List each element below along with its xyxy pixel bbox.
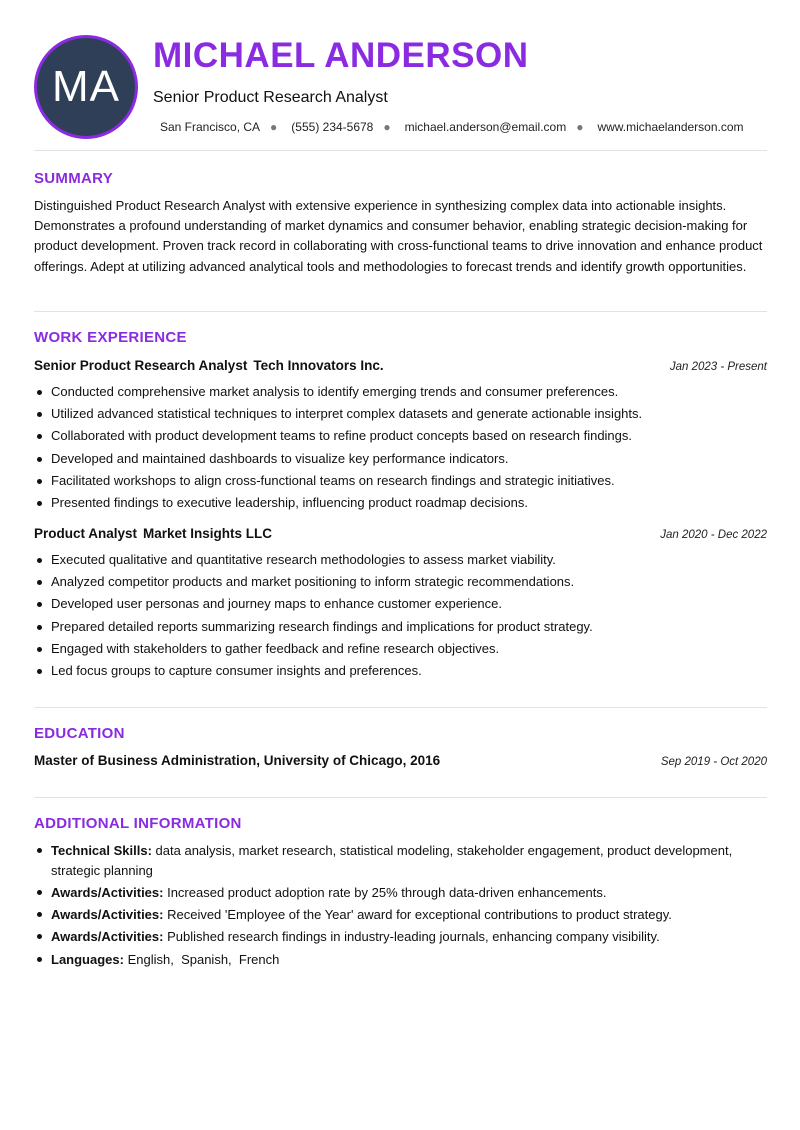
summary-heading: SUMMARY	[34, 170, 114, 187]
list-item: Led focus groups to capture consumer insights and preferences.	[34, 660, 769, 682]
contact-website: www.michaelanderson.com	[597, 120, 744, 134]
contact-line	[160, 120, 744, 134]
job-title-line	[34, 358, 384, 373]
divider	[34, 707, 767, 708]
item-label: Awards/Activities:	[51, 906, 164, 922]
separator-dot-icon: ●	[576, 120, 584, 134]
job-bullets	[34, 381, 769, 514]
list-item: Conducted comprehensive market analysis to identify emerging trends and consumer preferences.	[34, 381, 769, 403]
job-title: Product Analyst	[34, 526, 138, 541]
list-item: Collaborated with product development teams to refine product concepts based on research findings.	[34, 425, 769, 447]
list-item: Facilitated workshops to align cross-functional teams on research findings and strategic initiatives.	[34, 470, 769, 492]
job-header	[34, 526, 767, 541]
list-item	[34, 883, 749, 903]
candidate-name: MICHAEL ANDERSON	[153, 36, 529, 75]
candidate-role: Senior Product Research Analyst	[153, 89, 388, 106]
item-label: Languages:	[51, 952, 124, 967]
job-company: Market Insights LLC	[143, 526, 273, 541]
job-company: Tech Innovators Inc.	[253, 358, 384, 373]
job-title: Senior Product Research Analyst	[34, 358, 248, 373]
list-item	[34, 927, 749, 947]
item-label: Technical Skills:	[51, 843, 152, 858]
item-text: English, Spanish, French	[127, 952, 280, 967]
item-text: Increased product adoption rate by 25% through data-driven enhancements.	[167, 884, 607, 900]
avatar-initials: MA	[52, 62, 120, 111]
item-label: Awards/Activities:	[51, 884, 164, 900]
list-item	[34, 841, 749, 880]
job-title-line	[34, 526, 272, 541]
item-text: Received 'Employee of the Year' award for exceptional contributions to product strategy.	[167, 906, 672, 922]
list-item: Engaged with stakeholders to gather feedback and refine research objectives.	[34, 638, 769, 660]
education-entry	[34, 753, 767, 768]
item-text: data analysis, market research, statistical modeling, stakeholder engagement, product development, strategic planning	[51, 843, 733, 878]
list-item: Presented findings to executive leadership, influencing product roadmap decisions.	[34, 492, 769, 514]
job-header	[34, 358, 767, 373]
job-dates: Jan 2020 - Dec 2022	[660, 529, 767, 541]
summary-text: Distinguished Product Research Analyst with extensive experience in synthesizing complex data into actionable insights. Demonstrates a profound understanding of market dynamics and consumer behavior, enabling strategic decision-making for product development. Proven track record in collaborating with cross-functional teams to drive innovation and enhance product offerings. Adept at utilizing advanced analytical tools and methodologies to forecast trends and identify growth opportunities.	[34, 198, 763, 274]
item-label: Awards/Activities:	[51, 928, 164, 944]
item-text: Published research findings in industry-leading journals, enhancing company visibility.	[167, 928, 660, 944]
contact-location: San Francisco, CA	[160, 120, 261, 134]
divider	[34, 150, 767, 151]
contact-phone: (555) 234-5678	[291, 120, 374, 134]
avatar	[34, 35, 138, 139]
list-item: Prepared detailed reports summarizing research findings and implications for product strategy.	[34, 616, 769, 638]
additional-heading: ADDITIONAL INFORMATION	[34, 815, 242, 832]
contact-email: michael.anderson@email.com	[404, 120, 567, 134]
experience-heading: WORK EXPERIENCE	[34, 329, 187, 346]
divider	[34, 797, 767, 798]
list-item	[34, 905, 749, 925]
education-degree: Master of Business Administration, University of Chicago, 2016	[34, 753, 441, 768]
job-dates: Jan 2023 - Present	[669, 361, 767, 373]
job-bullets	[34, 549, 769, 682]
divider	[34, 311, 767, 312]
separator-dot-icon: ●	[270, 120, 278, 134]
education-dates: Sep 2019 - Oct 2020	[660, 756, 767, 768]
list-item	[34, 950, 749, 970]
additional-list	[34, 841, 749, 972]
list-item: Developed user personas and journey maps to enhance customer experience.	[34, 593, 769, 615]
list-item: Executed qualitative and quantitative research methodologies to assess market viability.	[34, 549, 769, 571]
list-item: Utilized advanced statistical techniques to interpret complex datasets and generate actionable insights.	[34, 403, 769, 425]
list-item: Developed and maintained dashboards to visualize key performance indicators.	[34, 448, 769, 470]
separator-dot-icon: ●	[383, 120, 391, 134]
list-item: Analyzed competitor products and market positioning to inform strategic recommendations.	[34, 571, 769, 593]
education-heading: EDUCATION	[34, 725, 125, 742]
